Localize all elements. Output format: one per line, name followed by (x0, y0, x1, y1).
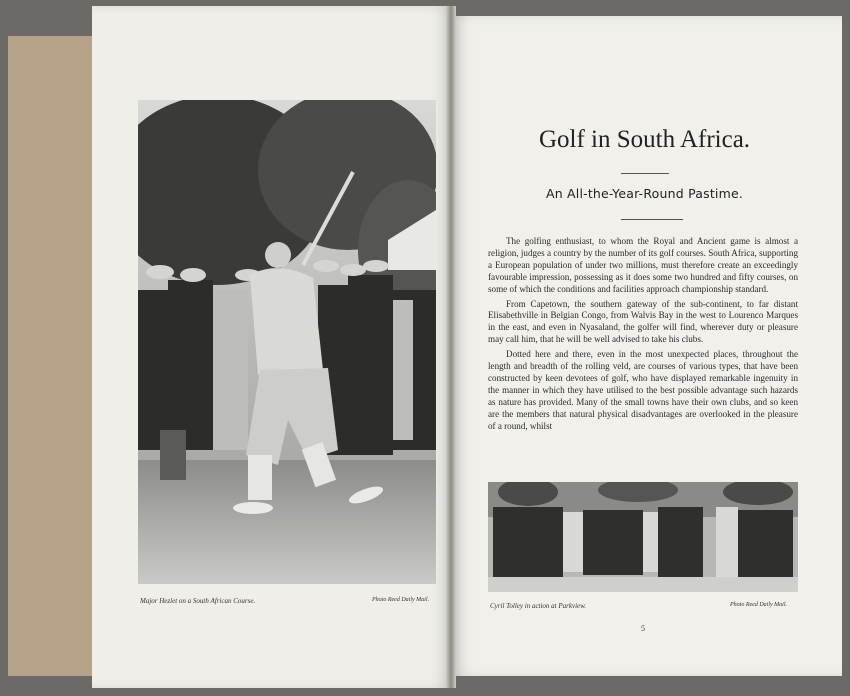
paragraph: From Capetown, the southern gateway of the sub-continent, to far distant Elisabethville in Belgian Congo, from Walvis Bay in the west to Lourenco Marques in the east, and even in Nyasaland, the golfer will find, wherever duty or pleasure may call him, that he will be well advised to take his clubs. (488, 298, 798, 345)
golfer-photo (138, 100, 436, 584)
paragraph: Dotted here and there, even in the most unexpected places, throughout the length and breadth of the rolling veld, are courses of various types, that have been constructed by keen devotees of golf, who have displayed remarkable ingenuity in the manner in which they have utilised to the best possible advantage such hazards as nature has provided. Many of the small towns have their own clubs, and so keen are the members that natural physical disadvantages are overlooked in the pleasure of a round, whilst (488, 349, 798, 431)
photo-caption: Major Hezlet on a South African Course. (140, 597, 256, 605)
book-spine (446, 6, 456, 688)
title-divider (621, 173, 669, 174)
paragraph: The golfing enthusiast, to whom the Royal and Ancient game is almost a religion, judges a country by the number of its golf courses. South Africa, supporting a European population of under two millions, must therefore create an exceedingly favourable impression, possessing as it does some two hundred and fifty courses, on some of which the conditions and facilities approach championship standard. (488, 236, 798, 294)
page-number: 5 (641, 624, 645, 633)
page-subtitle: An All-the-Year-Round Pastime. (545, 186, 744, 201)
tolley-photo (488, 482, 798, 592)
subtitle-divider (621, 219, 683, 220)
page-title: Golf in South Africa. (538, 126, 751, 153)
article-body (488, 236, 798, 436)
photo-credit: Photo Reed Daily Mail. (730, 602, 787, 608)
photo-credit: Photo Reed Daily Mail. (372, 597, 429, 603)
photo-caption: Cyril Tolley in action at Parkview. (490, 602, 587, 610)
